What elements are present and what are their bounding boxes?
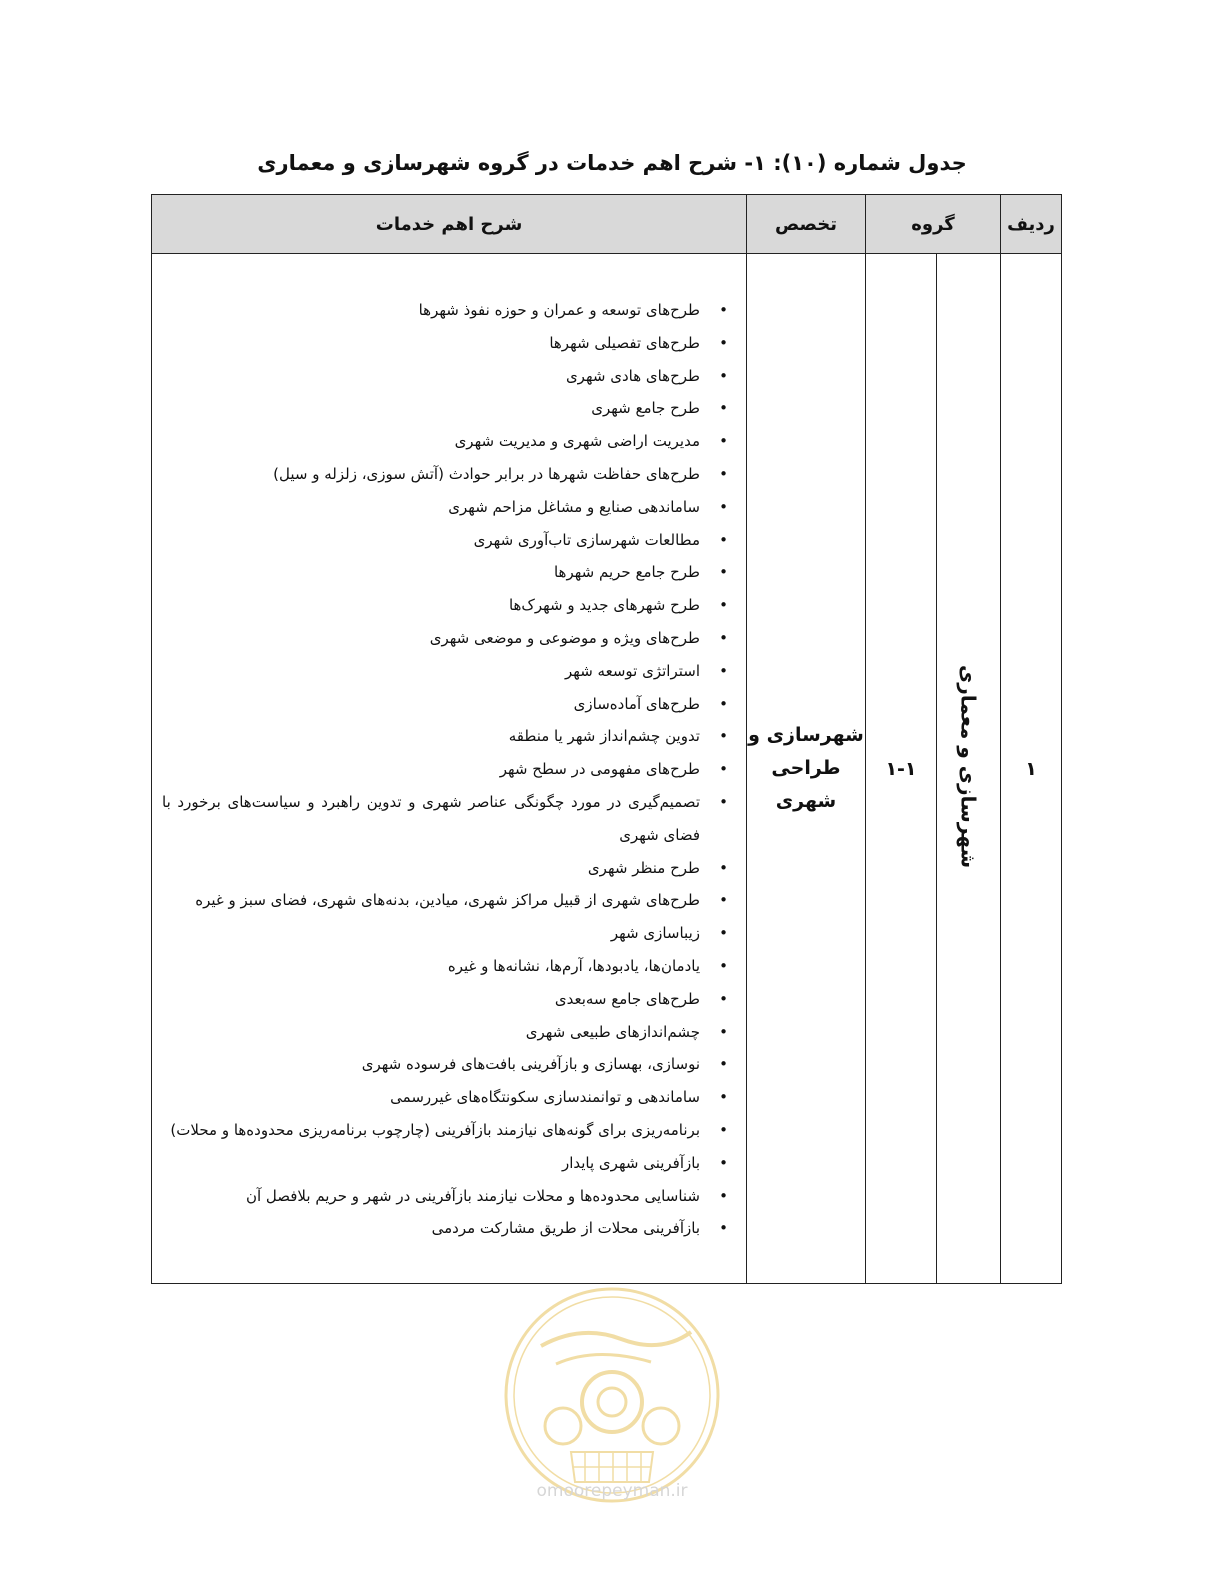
list-item: • مطالعات شهرسازی تاب‌آوری شهری bbox=[162, 524, 736, 557]
list-item: • طرح‌های تفصیلی شهرها bbox=[162, 327, 736, 360]
list-item: • طرح شهرهای جدید و شهرک‌ها bbox=[162, 589, 736, 622]
page-title: جدول شماره (۱۰): ۱- شرح اهم خدمات در گروه شهرسازی و معماری bbox=[257, 151, 967, 175]
services-cell bbox=[152, 254, 747, 1284]
list-item: • طرح‌های مفهومی در سطح شهر bbox=[162, 753, 736, 786]
table-row bbox=[152, 254, 1062, 1284]
list-item: • یادمان‌ها، یادبودها، آرم‌ها، نشانه‌ها و غیره bbox=[162, 950, 736, 983]
list-item: • استراتژی توسعه شهر bbox=[162, 655, 736, 688]
group-category-cell bbox=[937, 254, 1001, 1284]
header-services: شرح اهم خدمات bbox=[152, 195, 747, 254]
list-item: • ساماندهی صنایع و مشاغل مزاحم شهری bbox=[162, 491, 736, 524]
list-item: • طرح‌های ویژه و موضوعی و موضعی شهری bbox=[162, 622, 736, 655]
list-item: • مدیریت اراضی شهری و مدیریت شهری bbox=[162, 425, 736, 458]
row-number-cell: ۱ bbox=[1001, 254, 1062, 1284]
list-item: • چشم‌اندازهای طبیعی شهری bbox=[162, 1016, 736, 1049]
services-table-container bbox=[151, 194, 1061, 1284]
group-category-label: شهرسازی و معماری bbox=[956, 664, 981, 869]
header-specialty: تخصص bbox=[747, 195, 866, 254]
list-item: • طرح‌های شهری از قبیل مراکز شهری، میادین، بدنه‌های شهری، فضای سبز و غیره bbox=[162, 884, 736, 917]
list-item: • بازآفرینی محلات از طریق مشارکت مردمی bbox=[162, 1212, 736, 1245]
table-header-row bbox=[152, 195, 1062, 254]
list-item: • زیباسازی شهر bbox=[162, 917, 736, 950]
list-item: • شناسایی محدوده‌ها و محلات نیازمند بازآفرینی در شهر و حریم بلافصل آن bbox=[162, 1180, 736, 1213]
specialty-cell: شهرسازی و طراحی شهری bbox=[747, 254, 866, 1284]
list-item: • طرح منظر شهری bbox=[162, 852, 736, 885]
header-group: گروه bbox=[866, 195, 1001, 254]
services-list bbox=[162, 294, 736, 1245]
services-table bbox=[151, 194, 1062, 1284]
list-item: • تصمیم‌گیری در مورد چگونگی عناصر شهری و تدوین راهبرد و سیاست‌های برخورد با فضای شهری bbox=[162, 786, 736, 852]
group-code-cell: ۱-۱ bbox=[866, 254, 937, 1284]
list-item: • بازآفرینی شهری پایدار bbox=[162, 1147, 736, 1180]
list-item: • برنامه‌ریزی برای گونه‌های نیازمند بازآفرینی (چارچوب برنامه‌ریزی محدوده‌ها و محلات) bbox=[162, 1114, 736, 1147]
list-item: • طرح‌های آماده‌سازی bbox=[162, 688, 736, 721]
list-item: • طرح‌های حفاظت شهرها در برابر حوادث (آتش سوزی، زلزله و سیل) bbox=[162, 458, 736, 491]
list-item: • تدوین چشم‌انداز شهر یا منطقه bbox=[162, 720, 736, 753]
list-item: • طرح جامع حریم شهرها bbox=[162, 556, 736, 589]
list-item: • طرح‌های جامع سه‌بعدی bbox=[162, 983, 736, 1016]
list-item: • طرح جامع شهری bbox=[162, 392, 736, 425]
watermark-logo-icon bbox=[501, 1284, 723, 1506]
header-row-number: ردیف bbox=[1001, 195, 1062, 254]
list-item: • طرح‌های توسعه و عمران و حوزه نفوذ شهرها bbox=[162, 294, 736, 327]
list-item: • طرح‌های هادی شهری bbox=[162, 360, 736, 393]
list-item: • نوسازی، بهسازی و بازآفرینی بافت‌های فرسوده شهری bbox=[162, 1048, 736, 1081]
watermark-url: omoorepeyman.ir bbox=[536, 1481, 688, 1501]
list-item: • ساماندهی و توانمندسازی سکونتگاه‌های غیررسمی bbox=[162, 1081, 736, 1114]
